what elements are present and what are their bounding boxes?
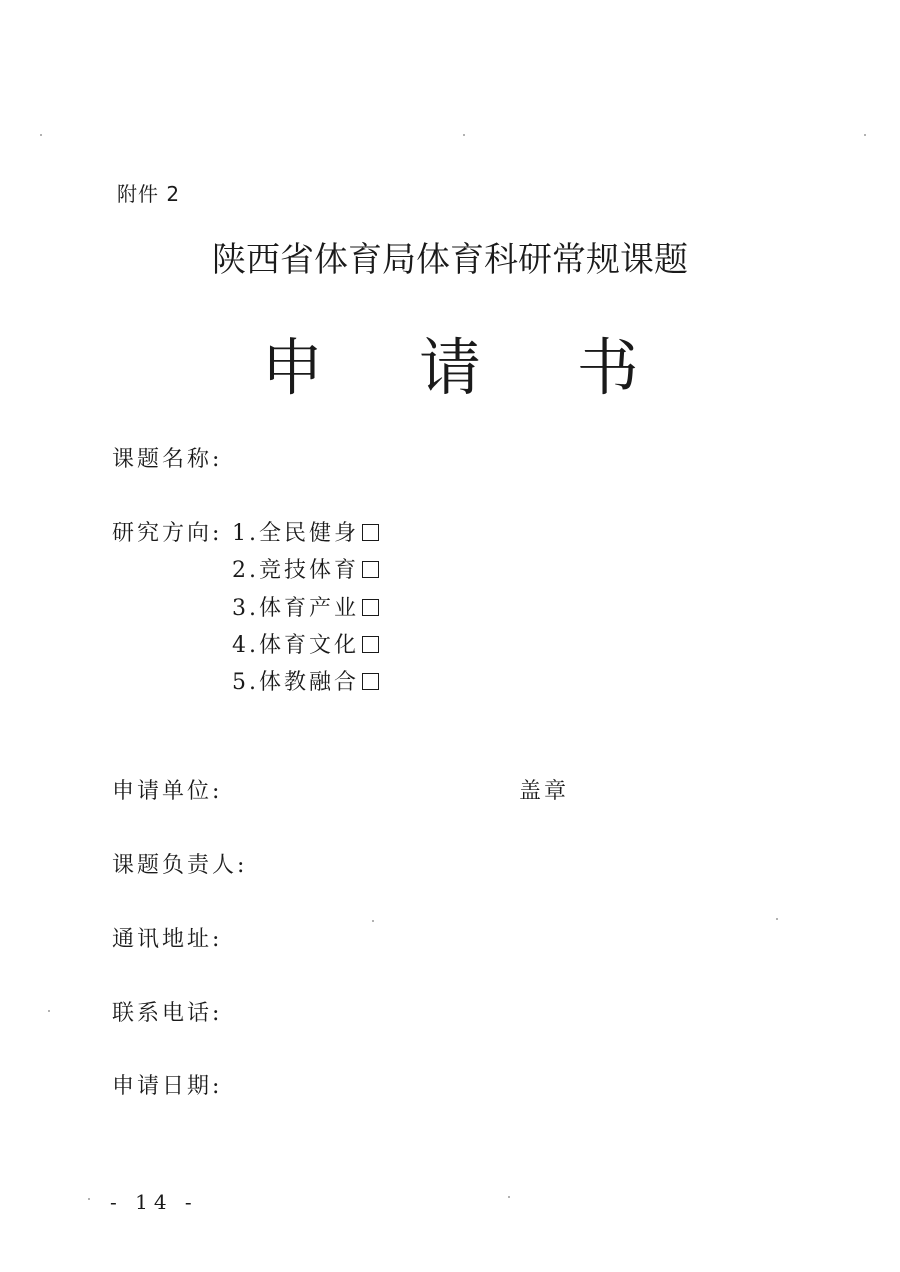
- direction-label: 1.全民健身: [232, 521, 359, 546]
- checkbox-fitness[interactable]: [362, 524, 379, 541]
- phone-label: 联系电话:: [112, 1001, 223, 1026]
- page-number: - 14 -: [110, 1190, 198, 1214]
- direction-label: 3.体育产业: [232, 596, 359, 621]
- scan-speck: [88, 1198, 90, 1200]
- checkbox-industry[interactable]: [362, 599, 379, 616]
- direction-item-industry: [232, 591, 379, 622]
- applicant-unit-label: 申请单位:: [112, 779, 223, 804]
- scan-speck: [372, 920, 374, 922]
- attachment-label: 附件 2: [117, 182, 181, 206]
- scan-speck: [508, 1196, 510, 1198]
- scan-speck: [40, 134, 42, 136]
- research-direction-label: 研究方向:: [112, 521, 223, 546]
- direction-label: 4.体育文化: [232, 633, 359, 658]
- checkbox-competitive[interactable]: [362, 561, 379, 578]
- scan-speck: [864, 134, 866, 136]
- project-leader-label: 课题负责人:: [112, 853, 248, 878]
- document-title: 陕西省体育局体育科研常规课题: [212, 240, 688, 280]
- direction-item-sports-education: [232, 665, 379, 696]
- address-label: 通讯地址:: [112, 927, 223, 952]
- direction-item-culture: [232, 628, 379, 659]
- topic-name-label: 课题名称:: [112, 447, 223, 472]
- direction-label: 2.竞技体育: [232, 558, 359, 583]
- direction-item-competitive: [232, 553, 379, 584]
- application-date-label: 申请日期:: [112, 1074, 223, 1099]
- scan-speck: [776, 918, 778, 920]
- document-subtitle: 申 请 书: [261, 331, 677, 404]
- scan-speck: [463, 134, 465, 136]
- stamp-label: 盖章: [519, 779, 570, 804]
- scan-speck: [48, 1010, 50, 1012]
- checkbox-culture[interactable]: [362, 636, 379, 653]
- checkbox-sports-education[interactable]: [362, 673, 379, 690]
- direction-label: 5.体教融合: [232, 670, 359, 695]
- direction-item-fitness: [232, 516, 379, 547]
